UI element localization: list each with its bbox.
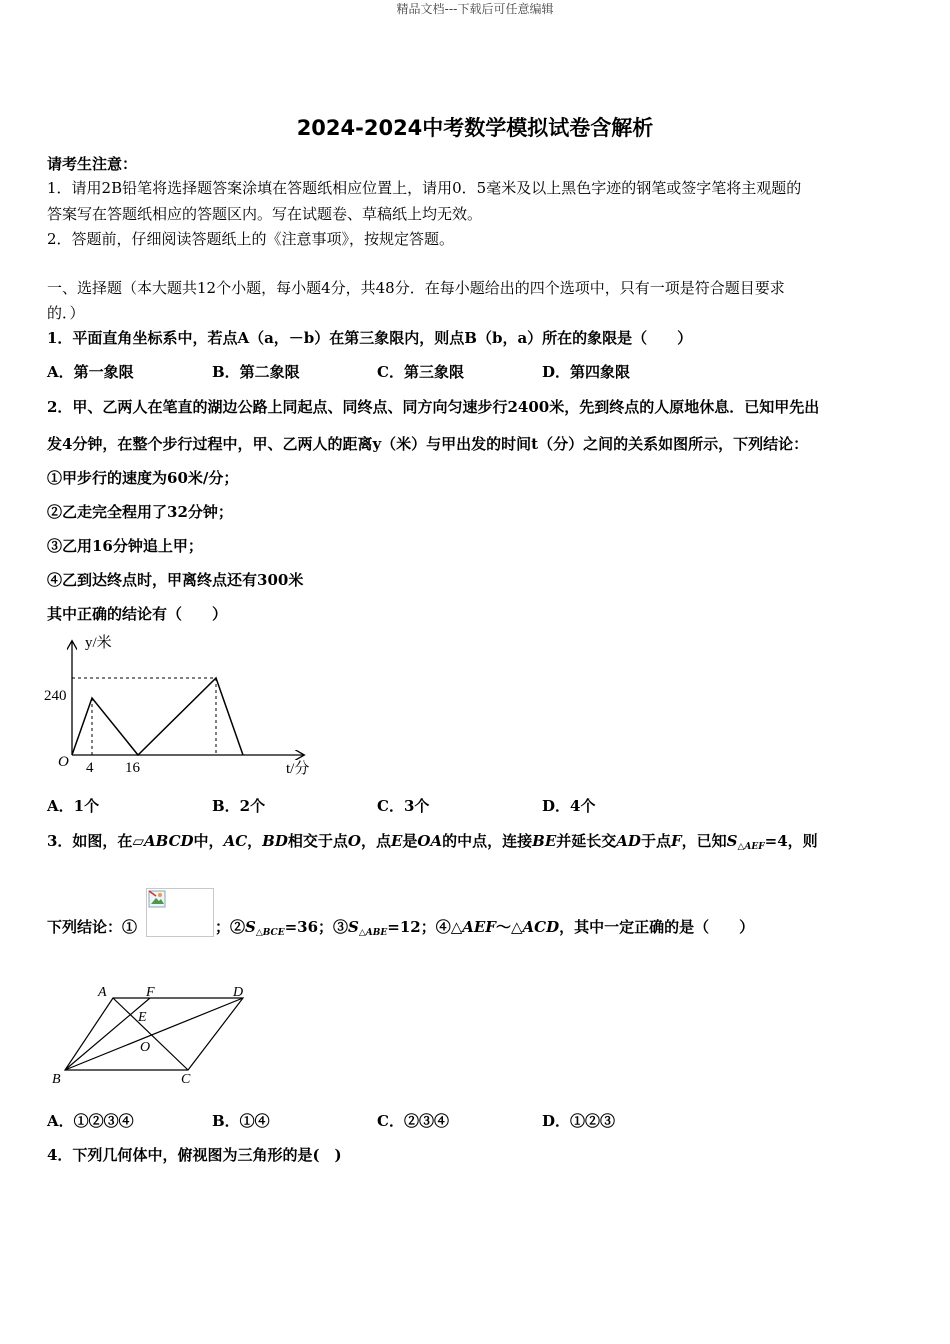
q2-option-b: B．2个 (212, 797, 266, 815)
segment-bf (65, 998, 150, 1070)
diagonal-ac (113, 998, 188, 1070)
y-axis-label: y/米 (85, 635, 112, 651)
section-heading-line-2: 的．） (47, 304, 85, 322)
x-tick-16: 16 (125, 760, 140, 776)
q2-distance-time-graph (40, 630, 330, 780)
broken-image-placeholder (146, 888, 214, 937)
question-1-stem: 1．平面直角坐标系中，若点A（a，－b）在第三象限内，则点B（b，a）所在的象限是（ ） (47, 329, 693, 347)
label-e: E (138, 1010, 147, 1025)
q1-option-c: C．第三象限 (377, 363, 464, 381)
notice-line-1: 1．请用2B铅笔将选择题答案涂填在答题纸相应位置上，请用0．5毫米及以上黑色字迹的钢笔或签字笔将主观题的 (47, 179, 802, 197)
page-title: 2024-2024中考数学模拟试卷含解析 (296, 116, 654, 140)
q1-option-a: A．第一象限 (47, 363, 134, 381)
q2-conclusion-4: ④乙到达终点时，甲离终点还有300米 (47, 571, 304, 589)
label-o: O (140, 1040, 151, 1055)
x-tick-4: 4 (86, 760, 94, 776)
q3-parallelogram-figure (45, 978, 260, 1090)
question-3-line-2-start: 下列结论：① (47, 918, 138, 936)
question-3-line-1: 3．如图，在▱ABCD中，AC，BD相交于点O，点E是OA的中点，连接BE并延长交AD于点F，已知$S_{\triangle AEF}=4$，则 (47, 832, 818, 852)
q2-conclusion-3: ③乙用16分钟追上甲； (47, 537, 203, 555)
broken-image-icon (148, 890, 166, 908)
label-a: A (98, 985, 107, 1000)
q2-option-a: A．1个 (47, 797, 100, 815)
label-d: D (233, 985, 244, 1000)
q2-conclusion-2: ②乙走完全程用了32分钟； (47, 503, 233, 521)
q1-option-d: D．第四象限 (542, 363, 631, 381)
notice-line-3: 2．答题前，仔细阅读答题纸上的《注意事项》，按规定答题。 (47, 230, 455, 248)
diagonal-bd (65, 998, 243, 1070)
y-tick-240: 240 (44, 688, 67, 704)
q3-option-d: D．①②③ (542, 1112, 616, 1130)
x-axis-label: t/分 (286, 761, 310, 777)
section-heading-line-1: 一、选择题（本大题共12个小题，每小题4分，共48分．在每小题给出的四个选项中，只有一项是符合题目要求 (47, 279, 785, 297)
header-note: 精品文档---下载后可任意编辑 (396, 2, 554, 16)
question-2-line-2: 发4分钟，在整个步行过程中，甲、乙两人的距离y（米）与甲出发的时间t（分）之间的关系如图所示，下列结论： (47, 435, 809, 453)
question-4-stem: 4．下列几何体中，俯视图为三角形的是( ) (47, 1146, 342, 1164)
notice-heading: 请考生注意： (47, 155, 138, 173)
question-2-line-1: 2．甲、乙两人在笔直的湖边公路上同起点、同终点、同方向匀速步行2400米，先到终点的人原地休息．已知甲先出 (47, 398, 820, 416)
question-3-line-2-rest: ；$②S_{\triangle BCE}=36$；$③S_{\triangle ABE}=12$；④△AEF～△ACD，其中一定正确的是（ ） (215, 918, 755, 938)
q3-option-b: B．①④ (212, 1112, 270, 1130)
q2-conclusion-1: ①甲步行的速度为60米/分； (47, 469, 239, 487)
q2-option-c: C．3个 (377, 797, 430, 815)
notice-line-2: 答案写在答题纸相应的答题区内。写在试题卷、草稿纸上均无效。 (47, 205, 483, 223)
label-c: C (181, 1072, 191, 1087)
q2-option-d: D．4个 (542, 797, 596, 815)
q1-option-b: B．第二象限 (212, 363, 300, 381)
q3-option-a: A．①②③④ (47, 1112, 134, 1130)
q3-option-c: C．②③④ (377, 1112, 449, 1130)
origin-label: O (58, 754, 69, 770)
distance-curve (72, 678, 243, 755)
label-f: F (146, 985, 155, 1000)
label-b: B (52, 1072, 61, 1087)
q2-ask: 其中正确的结论有（ ） (47, 605, 228, 623)
